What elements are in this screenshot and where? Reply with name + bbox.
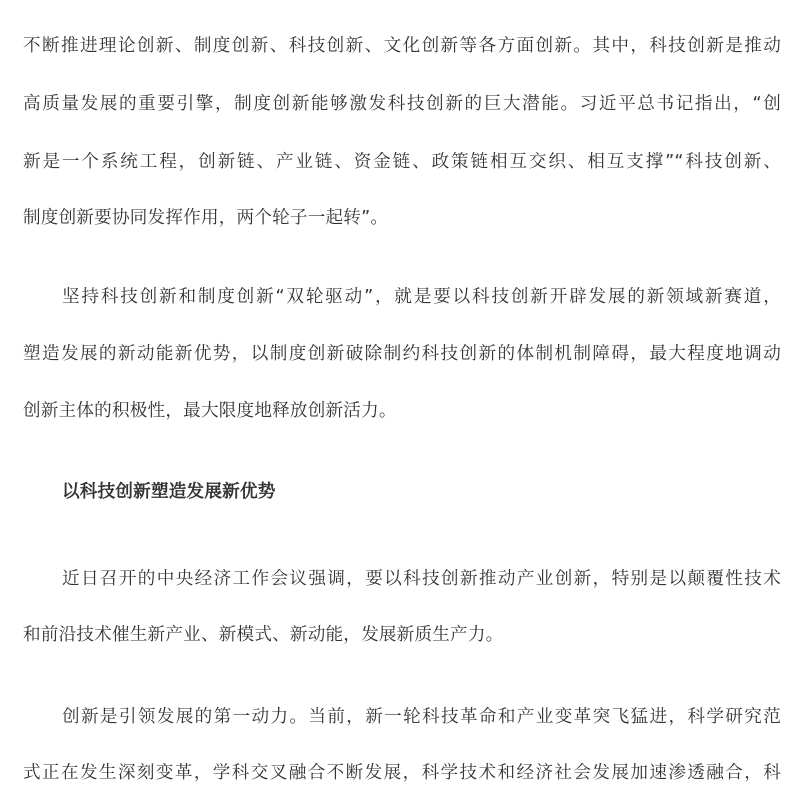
paragraph-1-line-1: 不断推进理论创新、制度创新、科技创新、文化创新等各方面创新。其中，科技创新是推动 — [23, 36, 781, 56]
paragraph-4-line-1: 创新是引领发展的第一动力。当前，新一轮科技革命和产业变革突飞猛进，科学研究范 — [62, 707, 781, 727]
paragraph-3-line-2: 和前沿技术催生新产业、新模式、新动能，发展新质生产力。 — [23, 625, 504, 645]
paragraph-1-line-2: 高质量发展的重要引擎，制度创新能够激发科技创新的巨大潜能。习近平总书记指出，“创 — [23, 94, 781, 114]
paragraph-2-line-3: 创新主体的积极性，最大限度地释放创新活力。 — [23, 401, 397, 421]
paragraph-4-line-2: 式正在发生深刻变革，学科交叉融合不断发展，科学技术和经济社会发展加速渗透融合，科 — [23, 763, 781, 783]
paragraph-2-line-1: 坚持科技创新和制度创新“双轮驱动”，就是要以科技创新开辟发展的新领域新赛道， — [62, 287, 781, 307]
paragraph-1-line-4: 制度创新要协同发挥作用，两个轮子一起转”。 — [23, 208, 389, 228]
paragraph-2-line-2: 塑造发展的新动能新优势，以制度创新破除制约科技创新的体制机制障碍，最大程度地调动 — [23, 344, 781, 364]
section-heading: 以科技创新塑造发展新优势 — [62, 482, 276, 502]
paragraph-1-line-3: 新是一个系统工程，创新链、产业链、资金链、政策链相互交织、相互支撑”“科技创新、 — [23, 152, 781, 172]
paragraph-3-line-1: 近日召开的中央经济工作会议强调，要以科技创新推动产业创新，特别是以颠覆性技术 — [62, 569, 781, 589]
